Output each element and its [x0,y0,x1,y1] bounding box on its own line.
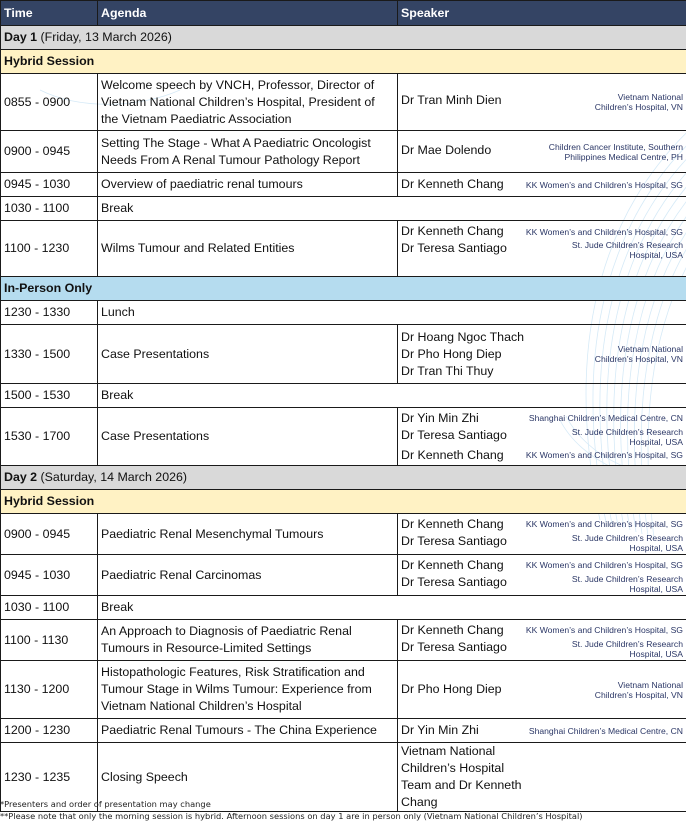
speaker-affiliation: Hospital, USA [629,542,683,553]
time-cell: 1500 - 1530 [1,384,98,408]
time-cell: 0900 - 0945 [1,131,98,173]
agenda-cell: Closing Speech [98,743,398,812]
session-heading-row [1,490,686,514]
speaker-affiliation: Philippines Medical Centre, PH [564,151,683,162]
agenda-cell: Case Presentations [98,325,398,384]
session-heading-row [1,277,686,301]
table-row [1,173,686,197]
speaker-affiliation: KK Women’s and Children’s Hospital, SG [525,179,683,190]
speaker-name: Dr Hoang Ngoc Thach [401,329,525,344]
speaker-cell [398,408,686,466]
time-cell: 1330 - 1500 [1,325,98,384]
table-row-break [1,596,686,620]
speaker-name: Dr Yin Min Zhi [401,410,479,425]
speaker-name: Dr Tran Thi Thuy [401,363,494,378]
speaker-name: Dr Kenneth Chang [401,622,504,637]
footnote: **Please note that only the morning session is hybrid. Afternoon sessions on day 1 are in person only (Vietnam National Children’s Hospital) [0,811,583,821]
table-header-row [1,1,686,26]
speaker-name: Dr Teresa Santiago [401,241,507,255]
speaker-affiliation: Hospital, USA [629,583,683,594]
day-heading-row [1,26,686,50]
speaker-affiliation: Children Cancer Institute, Southern [548,141,683,152]
speaker-affiliation: Vietnam National [617,679,683,690]
speaker-name: Dr Kenneth Chang [401,177,504,191]
agenda-cell: Break [98,384,686,408]
speaker-cell [398,173,686,197]
speaker-affiliation: St. Jude Children’s Research [571,573,683,584]
agenda-cell: Wilms Tumour and Related Entities [98,221,398,277]
column-header-time: Time [1,1,98,26]
session-label: In-Person Only [1,277,686,301]
agenda-cell: An Approach to Diagnosis of Paediatric Renal Tumours in Resource-Limited Settings [98,620,398,661]
session-label: Hybrid Session [1,50,686,74]
agenda-cell: Break [98,197,686,221]
speaker-affiliation: Hospital, USA [629,250,683,260]
table-row [1,74,686,131]
speaker-name: Dr Tran Minh Dien [401,93,502,107]
column-header-speaker: Speaker [398,1,686,26]
time-cell: 1200 - 1230 [1,719,98,743]
speaker-name: Dr Teresa Santiago [401,574,507,589]
speaker-name: Dr Teresa Santiago [401,533,507,548]
speaker-name: Dr Mae Dolendo [401,142,492,157]
agenda-cell: Break [98,596,686,620]
speaker-affiliation: Children’s Hospital, VN [594,354,683,364]
speaker-affiliation: Children’s Hospital, VN [594,102,683,112]
speaker-name: Dr Kenneth Chang [401,224,504,238]
speaker-cell [398,221,686,277]
time-cell: 1530 - 1700 [1,408,98,466]
speaker-cell [398,661,686,719]
speaker-name: Dr Kenneth Chang [401,447,504,462]
speaker-name: Dr Yin Min Zhi [401,723,479,737]
speaker-cell [398,74,686,131]
column-header-agenda: Agenda [98,1,398,26]
time-cell: 1230 - 1235 [1,743,98,812]
time-cell: 1100 - 1230 [1,221,98,277]
table-row [1,719,686,743]
time-cell: 0945 - 1030 [1,555,98,596]
day-label: Day 1 [4,30,38,44]
time-cell: 1030 - 1100 [1,197,98,221]
speaker-affiliation: KK Women’s and Children’s Hospital, SG [525,560,683,570]
table-row [1,131,686,173]
agenda-cell: Paediatric Renal Mesenchymal Tumours [98,514,398,555]
agenda-cell: Case Presentations [98,408,398,466]
table-row [1,408,686,466]
time-cell: 0945 - 1030 [1,173,98,197]
agenda-cell: Lunch [98,301,686,325]
speaker-name: Dr Kenneth Chang [401,516,504,531]
speaker-name: Dr Teresa Santiago [401,427,507,442]
speaker-affiliation: St. Jude Children’s Research [571,532,683,543]
footnote: *Presenters and order of presentation may change [0,799,211,809]
table-row [1,325,686,384]
table-row-lunch [1,301,686,325]
day-heading-row [1,466,686,490]
speaker-cell [398,555,686,596]
speaker-cell [398,325,686,384]
time-cell: 1100 - 1130 [1,620,98,661]
speaker-affiliation: Hospital, USA [629,436,683,447]
speaker-cell: Vietnam National Children’s Hospital Team and Dr Kenneth Chang [398,743,686,812]
speaker-affiliation: Vietnam National [617,92,683,102]
time-cell: 1130 - 1200 [1,661,98,719]
speaker-name: Dr Pho Hong Diep [401,346,502,361]
session-label: Hybrid Session [1,490,686,514]
speaker-affiliation: Vietnam National [617,344,683,354]
speaker-name: Dr Teresa Santiago [401,639,507,654]
agenda-cell: Setting The Stage - What A Paediatric Oncologist Needs From A Renal Tumour Pathology Report [98,131,398,173]
speaker-cell [398,620,686,661]
speaker-cell [398,131,686,173]
table-row [1,514,686,555]
time-cell: 0855 - 0900 [1,74,98,131]
speaker-affiliation: KK Women’s and Children’s Hospital, SG [525,226,683,237]
day-label: Day 2 [4,470,38,484]
session-heading-row [1,50,686,74]
agenda-cell: Welcome speech by VNCH, Professor, Director of Vietnam National Children’s Hospital, President of the Vietnam Paediatric Association [98,74,398,131]
speaker-affiliation: Shanghai Children’s Medical Centre, CN [528,413,683,423]
speaker-affiliation: St. Jude Children’s Research [571,240,683,250]
speaker-cell [398,719,686,743]
table-row [1,555,686,596]
agenda-cell: Overview of paediatric renal tumours [98,173,398,197]
speaker-affiliation: St. Jude Children’s Research [571,426,683,437]
speaker-affiliation: KK Women’s and Children’s Hospital, SG [525,450,683,460]
day-date: (Saturday, 14 March 2026) [40,470,187,484]
speaker-affiliation: St. Jude Children’s Research [571,638,683,649]
table-row-break [1,197,686,221]
agenda-cell: Paediatric Renal Tumours - The China Experience [98,719,398,743]
speaker-name: Dr Pho Hong Diep [401,682,502,696]
speaker-affiliation: KK Women’s and Children’s Hospital, SG [525,625,683,635]
speaker-affiliation: KK Women’s and Children’s Hospital, SG [525,519,683,529]
speaker-affiliation: Hospital, USA [629,648,683,659]
table-row [1,620,686,661]
speaker-affiliation: Shanghai Children’s Medical Centre, CN [528,725,683,736]
speaker-cell [398,514,686,555]
agenda-cell: Paediatric Renal Carcinomas [98,555,398,596]
time-cell: 1230 - 1330 [1,301,98,325]
agenda-cell: Histopathologic Features, Risk Stratification and Tumour Stage in Wilms Tumour: Experience from Vietnam National Children’s Hospital [98,661,398,719]
table-row-break [1,384,686,408]
table-row [1,221,686,277]
time-cell: 0900 - 0945 [1,514,98,555]
time-cell: 1030 - 1100 [1,596,98,620]
speaker-affiliation: Children’s Hospital, VN [594,689,683,700]
speaker-name: Dr Kenneth Chang [401,557,504,572]
table-row [1,661,686,719]
day-date: (Friday, 13 March 2026) [40,30,172,44]
